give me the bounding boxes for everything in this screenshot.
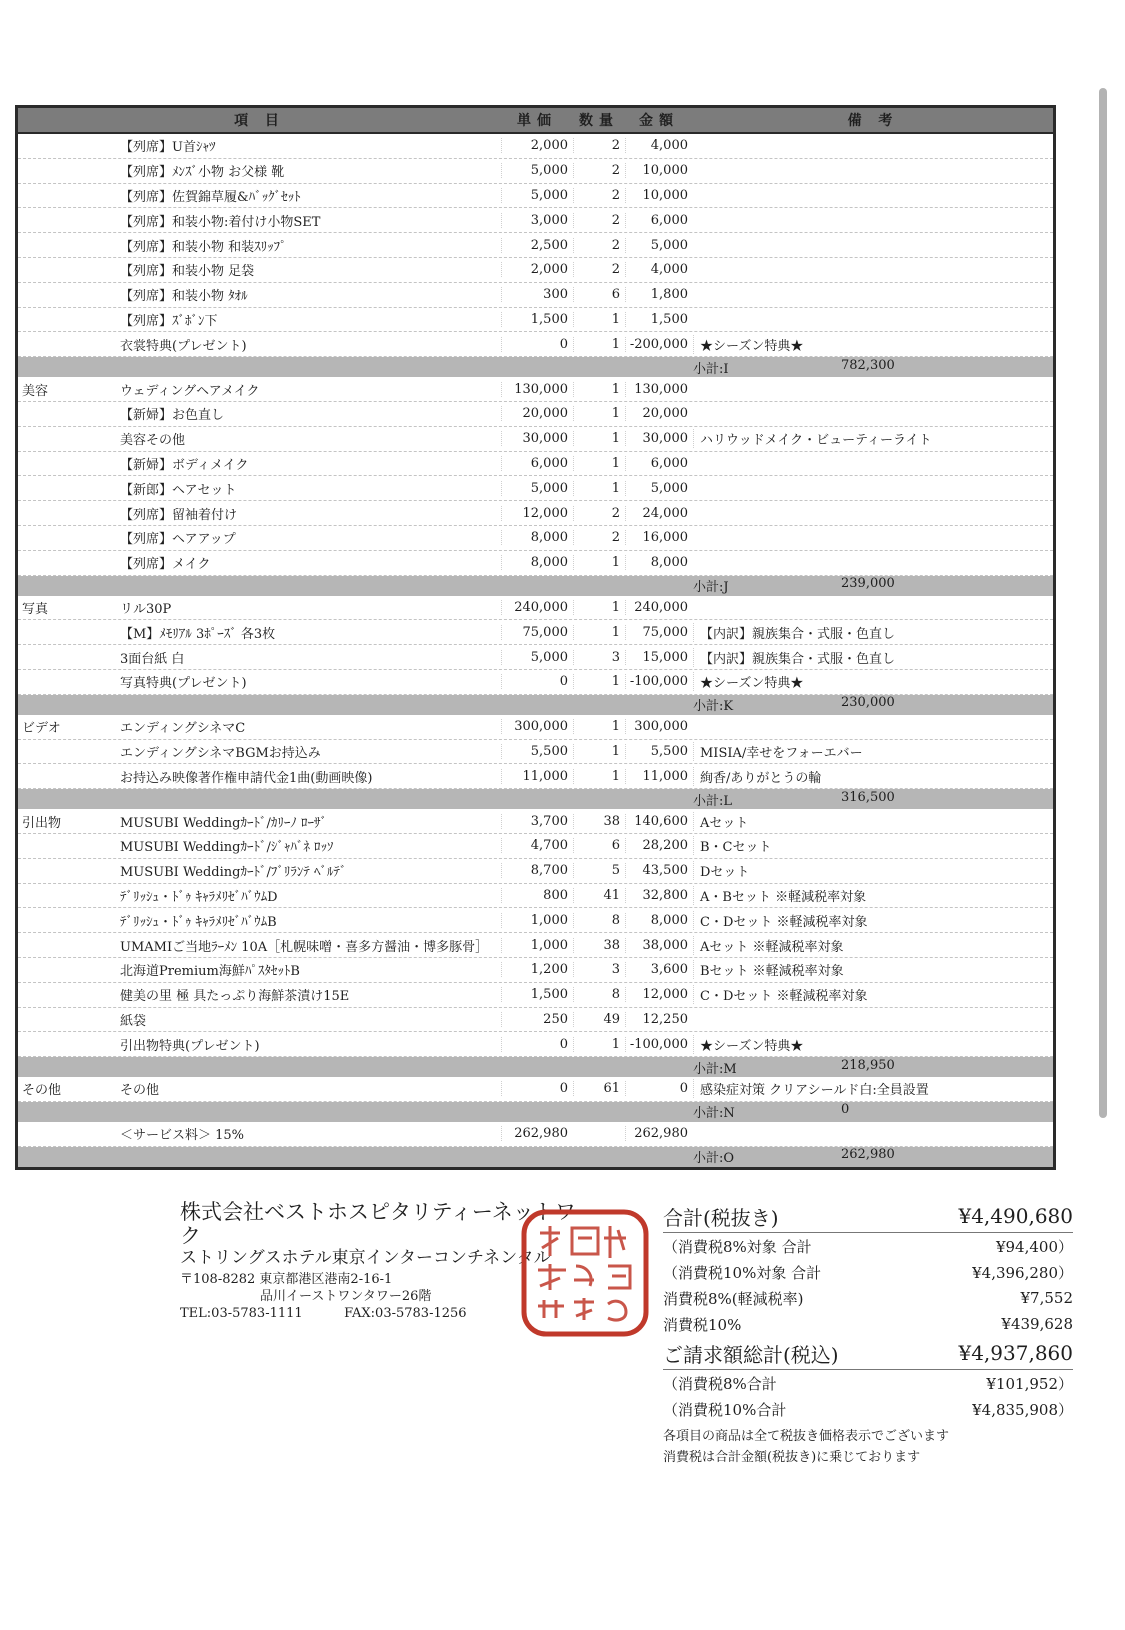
amount-cell: 10,000	[625, 188, 693, 203]
table-row	[18, 908, 1053, 933]
item-name-cell: 【列席】メイク	[120, 557, 211, 573]
table-row	[18, 764, 1053, 789]
amount-cell: 3,600	[625, 962, 693, 977]
amount-cell: 5,500	[625, 744, 693, 759]
qty-cell: 61	[573, 1081, 625, 1096]
total-label: 消費税10%	[663, 1315, 742, 1334]
table-row	[18, 233, 1053, 258]
remarks-cell: ★シーズン特典★	[693, 1035, 1053, 1054]
item-name-cell: UMAMIご当地ﾗｰﾒﾝ 10A［札幌味噌・喜多方醤油・博多豚骨］	[120, 939, 489, 955]
item-name-cell: 【列席】ヘアアップ	[120, 532, 236, 548]
company-seal	[520, 1208, 650, 1338]
amount-cell: 30,000	[625, 431, 693, 446]
item-name-cell: 健美の里 極 具たっぷり海鮮茶漬け15E	[120, 989, 350, 1005]
scroll-indicator	[1099, 88, 1107, 1118]
company-name: 株式会社ベストホスピタリティーネットワーク	[180, 1200, 597, 1248]
unit-price-cell: 5,000	[501, 188, 573, 203]
header-amount: 金額	[639, 113, 679, 129]
qty-cell: 2	[573, 163, 625, 178]
unit-price-cell: 1,000	[501, 938, 573, 953]
amount-cell: -100,000	[625, 1037, 693, 1052]
remarks-cell: ★シーズン特典★	[693, 672, 1053, 691]
unit-price-cell: 0	[501, 1037, 573, 1052]
remarks-cell: 感染症対策 クリアシールド白:全員設置	[693, 1079, 1053, 1098]
item-name-cell: 【M】ﾒﾓﾘｱﾙ 3ﾎﾟｰｽﾞ 各3枚	[120, 626, 276, 642]
qty-cell: 49	[573, 1012, 625, 1027]
item-name-cell: 【新婦】お色直し	[120, 408, 225, 424]
subtotal-label: 小計:N	[693, 1106, 735, 1122]
unit-price-cell: 75,000	[501, 625, 573, 640]
unit-price-cell: 240,000	[501, 600, 573, 615]
subtotal-value: 0	[841, 1102, 850, 1118]
table-row	[18, 1122, 1053, 1147]
unit-price-cell: 8,000	[501, 555, 573, 570]
table-row	[18, 332, 1053, 357]
subtotal-label: 小計:L	[693, 793, 733, 809]
itemized-table	[15, 105, 1056, 1170]
amount-cell: 32,800	[625, 888, 693, 903]
item-name-cell: エンディングシネマC	[120, 721, 246, 737]
remarks-cell: 【内訳】親族集合・式服・色直し	[693, 648, 1053, 667]
table-row	[18, 620, 1053, 645]
total-label: （消費税8%合計	[663, 1374, 777, 1393]
table-row	[18, 427, 1053, 452]
category-cell: 写真	[22, 601, 49, 617]
subtotal-row	[18, 1102, 1053, 1122]
item-name-cell: 【列席】和装小物:着付け小物SET	[120, 214, 321, 230]
amount-cell: 12,250	[625, 1012, 693, 1027]
table-row	[18, 670, 1053, 695]
unit-price-cell: 8,000	[501, 530, 573, 545]
total-row	[663, 1259, 1073, 1285]
remarks-cell: ハリウッドメイク・ビューティーライト	[693, 429, 1053, 448]
subtotal-value: 316,500	[841, 789, 895, 805]
amount-cell: 16,000	[625, 530, 693, 545]
remarks-cell: 【内訳】親族集合・式服・色直し	[693, 623, 1053, 642]
item-name-cell: ﾃﾞﾘｯｼｭ・ﾄﾞｩ ｷｬﾗﾒﾘｾﾞﾊﾞｳﾑD	[120, 889, 278, 905]
table-row	[18, 258, 1053, 283]
table-row	[18, 283, 1053, 308]
amount-cell: -100,000	[625, 674, 693, 689]
amount-cell: 20,000	[625, 406, 693, 421]
table-row	[18, 645, 1053, 670]
unit-price-cell: 2,500	[501, 238, 573, 253]
item-name-cell: 【新郎】ヘアセット	[120, 482, 237, 498]
unit-price-cell: 250	[501, 1012, 573, 1027]
unit-price-cell: 5,000	[501, 650, 573, 665]
total-row	[663, 1285, 1073, 1311]
table-row	[18, 184, 1053, 209]
remarks-cell: Aセット	[693, 812, 1053, 831]
total-row	[663, 1200, 1073, 1233]
total-value: ¥4,490,680	[958, 1204, 1073, 1228]
remarks-cell: B・Cセット	[693, 836, 1053, 855]
unit-price-cell: 30,000	[501, 431, 573, 446]
remarks-cell: MISIA/幸せをフォーエバー	[693, 742, 1053, 761]
unit-price-cell: 1,500	[501, 312, 573, 327]
qty-cell: 1	[573, 674, 625, 689]
item-name-cell: 【列席】ﾒﾝｽﾞ小物 お父様 靴	[120, 165, 285, 181]
amount-cell: 240,000	[625, 600, 693, 615]
amount-cell: 6,000	[625, 456, 693, 471]
total-label: 合計(税抜き)	[663, 1205, 779, 1230]
qty-cell: 1	[573, 481, 625, 496]
unit-price-cell: 3,000	[501, 213, 573, 228]
category-cell: ビデオ	[22, 721, 61, 737]
remarks-cell: Dセット	[693, 861, 1053, 880]
unit-price-cell: 130,000	[501, 382, 573, 397]
unit-price-cell: 1,500	[501, 987, 573, 1002]
total-label: ご請求額総計(税込)	[663, 1342, 839, 1367]
subtotal-label: 小計:J	[693, 580, 729, 596]
total-row	[663, 1396, 1073, 1422]
qty-cell: 1	[573, 456, 625, 471]
company-tel: TEL:03-5783-1111	[180, 1306, 303, 1321]
table-row	[18, 402, 1053, 427]
amount-cell: 8,000	[625, 913, 693, 928]
total-row	[663, 1370, 1073, 1396]
subtotal-value: 239,000	[841, 576, 895, 592]
item-name-cell: 【列席】留袖着付け	[120, 507, 238, 523]
item-name-cell: その他	[120, 1083, 160, 1099]
company-address: 〒108-8282 東京都港区港南2-16-1	[180, 1272, 393, 1287]
unit-price-cell: 0	[501, 1081, 573, 1096]
tax-note: 消費税は合計金額(税抜き)に乗じております	[663, 1450, 921, 1465]
unit-price-cell: 0	[501, 674, 573, 689]
unit-price-cell: 3,700	[501, 814, 573, 829]
unit-price-cell: 20,000	[501, 406, 573, 421]
remarks-cell: 絢香/ありがとうの輪	[693, 767, 1053, 786]
qty-cell: 8	[573, 987, 625, 1002]
table-row	[18, 740, 1053, 765]
qty-cell: 2	[573, 238, 625, 253]
table-row	[18, 208, 1053, 233]
amount-cell: 8,000	[625, 555, 693, 570]
total-label: （消費税10%合計	[663, 1400, 787, 1419]
subtotal-row	[18, 1147, 1053, 1167]
qty-cell: 1	[573, 406, 625, 421]
item-name-cell: MUSUBI Weddingｶｰﾄﾞ/ｶﾘｰﾉ ﾛｰｻﾞ	[120, 815, 327, 831]
subtotal-row	[18, 789, 1053, 809]
qty-cell: 1	[573, 1037, 625, 1052]
qty-cell: 3	[573, 962, 625, 977]
item-name-cell: 【列席】和装小物 足袋	[120, 264, 255, 280]
item-name-cell: エンディングシネマBGMお持込み	[120, 745, 321, 761]
amount-cell: 300,000	[625, 719, 693, 734]
item-name-cell: 北海道Premium海鮮ﾊﾟｽﾀｾｯﾄB	[120, 964, 300, 980]
item-name-cell: ウェディングヘアメイク	[120, 383, 260, 399]
unit-price-cell: 262,980	[501, 1126, 573, 1141]
item-name-cell: 【列席】ｽﾞﾎﾞﾝ下	[120, 313, 218, 329]
qty-cell: 1	[573, 719, 625, 734]
table-row	[18, 596, 1053, 621]
item-name-cell: お持込み映像著作権申請代金1曲(動画映像)	[120, 770, 373, 786]
remarks-cell: C・Dセット ※軽減税率対象	[693, 911, 1053, 930]
item-name-cell: 【列席】佐賀錦草履&ﾊﾞｯｸﾞｾｯﾄ	[120, 189, 301, 205]
item-name-cell: ﾃﾞﾘｯｼｭ・ﾄﾞｩ ｷｬﾗﾒﾘｾﾞﾊﾞｳﾑB	[120, 914, 277, 930]
unit-price-cell: 5,500	[501, 744, 573, 759]
qty-cell: 2	[573, 213, 625, 228]
item-name-cell: リル30P	[120, 601, 172, 617]
unit-price-cell: 300,000	[501, 719, 573, 734]
qty-cell: 6	[573, 838, 625, 853]
unit-price-cell: 8,700	[501, 863, 573, 878]
item-name-cell: MUSUBI Weddingｶｰﾄﾞ/ﾌﾞﾘﾗﾝﾃ ﾍﾞﾙﾃﾞ	[120, 865, 347, 881]
table-row	[18, 834, 1053, 859]
table-row	[18, 933, 1053, 958]
table-row	[18, 526, 1053, 551]
total-value: ¥94,400）	[995, 1237, 1073, 1256]
unit-price-cell: 800	[501, 888, 573, 903]
amount-cell: 5,000	[625, 238, 693, 253]
unit-price-cell: 11,000	[501, 769, 573, 784]
total-label: 消費税8%(軽減税率)	[663, 1289, 804, 1308]
unit-price-cell: 1,200	[501, 962, 573, 977]
qty-cell: 6	[573, 287, 625, 302]
qty-cell: 2	[573, 530, 625, 545]
amount-cell: 1,800	[625, 287, 693, 302]
amount-cell: 12,000	[625, 987, 693, 1002]
qty-cell: 41	[573, 888, 625, 903]
amount-cell: 11,000	[625, 769, 693, 784]
unit-price-cell: 300	[501, 287, 573, 302]
qty-cell: 1	[573, 600, 625, 615]
table-row	[18, 1032, 1053, 1057]
qty-cell: 38	[573, 814, 625, 829]
total-value: ¥4,937,860	[958, 1341, 1073, 1365]
amount-cell: 6,000	[625, 213, 693, 228]
qty-cell: 1	[573, 312, 625, 327]
subtotal-row	[18, 695, 1053, 715]
unit-price-cell: 12,000	[501, 506, 573, 521]
total-label: （消費税8%対象 合計	[663, 1237, 812, 1256]
qty-cell: 2	[573, 506, 625, 521]
item-name-cell: 写真特典(プレゼント)	[120, 676, 247, 692]
item-name-cell: 【新婦】ボディメイク	[120, 457, 249, 473]
total-value: ¥4,835,908）	[972, 1400, 1073, 1419]
subtotal-value: 218,950	[841, 1057, 895, 1073]
total-row	[663, 1337, 1073, 1370]
item-name-cell: 【列席】U首ｼｬﾂ	[120, 140, 216, 156]
subtotal-label: 小計:I	[693, 361, 729, 377]
unit-price-cell: 2,000	[501, 262, 573, 277]
subtotal-label: 小計:M	[693, 1061, 737, 1077]
item-name-cell: 衣裳特典(プレゼント)	[120, 338, 247, 354]
amount-cell: 262,980	[625, 1126, 693, 1141]
table-row	[18, 958, 1053, 983]
amount-cell: 5,000	[625, 481, 693, 496]
item-name-cell: 引出物特典(プレゼント)	[120, 1038, 260, 1054]
amount-cell: 4,000	[625, 138, 693, 153]
table-row	[18, 1077, 1053, 1102]
unit-price-cell: 0	[501, 337, 573, 352]
header-item: 項 目	[234, 113, 285, 129]
qty-cell: 1	[573, 382, 625, 397]
qty-cell: 2	[573, 138, 625, 153]
table-row	[18, 983, 1053, 1008]
amount-cell: 28,200	[625, 838, 693, 853]
qty-cell: 1	[573, 431, 625, 446]
item-name-cell: 【列席】和装小物 ﾀｵﾙ	[120, 289, 248, 305]
remarks-cell: A・Bセット ※軽減税率対象	[693, 886, 1053, 905]
qty-cell: 38	[573, 938, 625, 953]
table-row	[18, 884, 1053, 909]
total-row	[663, 1311, 1073, 1337]
item-name-cell: MUSUBI Weddingｶｰﾄﾞ/ｼﾞｬﾊﾞﾈ ﾛｯｿ	[120, 840, 334, 856]
table-header	[18, 105, 1053, 134]
table-body	[18, 134, 1053, 1167]
table-row	[18, 159, 1053, 184]
item-name-cell: ＜サービス料＞ 15%	[120, 1128, 245, 1144]
amount-cell: 24,000	[625, 506, 693, 521]
amount-cell: 0	[625, 1081, 693, 1096]
table-row	[18, 134, 1053, 159]
item-name-cell: 【列席】和装小物 和装ｽﾘｯﾌﾟ	[120, 239, 287, 255]
subtotal-row	[18, 1057, 1053, 1077]
remarks-cell: C・Dセット ※軽減税率対象	[693, 985, 1053, 1004]
company-fax: FAX:03-5783-1256	[344, 1306, 467, 1321]
item-name-cell: 紙袋	[120, 1013, 147, 1029]
table-row	[18, 715, 1053, 740]
subtotal-value: 262,980	[841, 1147, 895, 1163]
qty-cell: 5	[573, 863, 625, 878]
unit-price-cell: 5,000	[501, 163, 573, 178]
amount-cell: 130,000	[625, 382, 693, 397]
category-cell: 美容	[22, 383, 49, 399]
unit-price-cell: 5,000	[501, 481, 573, 496]
amount-cell: 38,000	[625, 938, 693, 953]
total-value: ¥7,552	[1020, 1289, 1073, 1307]
subtotal-value: 230,000	[841, 695, 895, 711]
amount-cell: 140,600	[625, 814, 693, 829]
qty-cell: 1	[573, 625, 625, 640]
amount-cell: 75,000	[625, 625, 693, 640]
unit-price-cell: 4,700	[501, 838, 573, 853]
qty-cell: 1	[573, 555, 625, 570]
amount-cell: -200,000	[625, 337, 693, 352]
total-row	[663, 1233, 1073, 1259]
header-unit-price: 単価	[517, 113, 557, 129]
totals-block	[663, 1200, 1073, 1468]
table-row	[18, 1008, 1053, 1033]
amount-cell: 1,500	[625, 312, 693, 327]
table-row	[18, 859, 1053, 884]
amount-cell: 10,000	[625, 163, 693, 178]
subtotal-row	[18, 576, 1053, 596]
qty-cell: 3	[573, 650, 625, 665]
amount-cell: 4,000	[625, 262, 693, 277]
tax-notes	[663, 1426, 1073, 1468]
total-value: ¥439,628	[1001, 1315, 1073, 1333]
item-name-cell: 美容その他	[120, 433, 186, 449]
header-qty: 数量	[579, 113, 619, 129]
table-row	[18, 551, 1053, 576]
table-row	[18, 308, 1053, 333]
subtotal-row	[18, 357, 1053, 377]
remarks-cell: Aセット ※軽減税率対象	[693, 936, 1053, 955]
subtotal-label: 小計:K	[693, 699, 734, 715]
qty-cell: 2	[573, 262, 625, 277]
table-row	[18, 377, 1053, 402]
qty-cell: 1	[573, 769, 625, 784]
category-cell: 引出物	[22, 815, 62, 831]
remarks-cell: ★シーズン特典★	[693, 335, 1053, 354]
unit-price-cell: 2,000	[501, 138, 573, 153]
table-row	[18, 809, 1053, 834]
item-name-cell: 3面台紙 白	[120, 651, 185, 667]
table-row	[18, 476, 1053, 501]
tax-note: 各項目の商品は全て税抜き価格表示でございます	[663, 1429, 950, 1444]
total-label: （消費税10%対象 合計	[663, 1263, 822, 1282]
qty-cell: 1	[573, 744, 625, 759]
amount-cell: 15,000	[625, 650, 693, 665]
unit-price-cell: 1,000	[501, 913, 573, 928]
company-building: 品川イーストワンタワー26階	[260, 1289, 432, 1304]
subtotal-label: 小計:O	[693, 1151, 735, 1167]
unit-price-cell: 6,000	[501, 456, 573, 471]
header-remarks: 備 考	[847, 113, 899, 129]
qty-cell: 1	[573, 337, 625, 352]
table-row	[18, 501, 1053, 526]
subtotal-value: 782,300	[841, 357, 895, 373]
total-value: ¥101,952）	[986, 1374, 1073, 1393]
qty-cell: 2	[573, 188, 625, 203]
table-row	[18, 452, 1053, 477]
category-cell: その他	[22, 1083, 62, 1099]
remarks-cell: Bセット ※軽減税率対象	[693, 960, 1053, 979]
total-value: ¥4,396,280）	[972, 1263, 1073, 1282]
amount-cell: 43,500	[625, 863, 693, 878]
qty-cell: 8	[573, 913, 625, 928]
hotel-name: ストリングスホテル東京インターコンチネンタル	[180, 1248, 551, 1268]
